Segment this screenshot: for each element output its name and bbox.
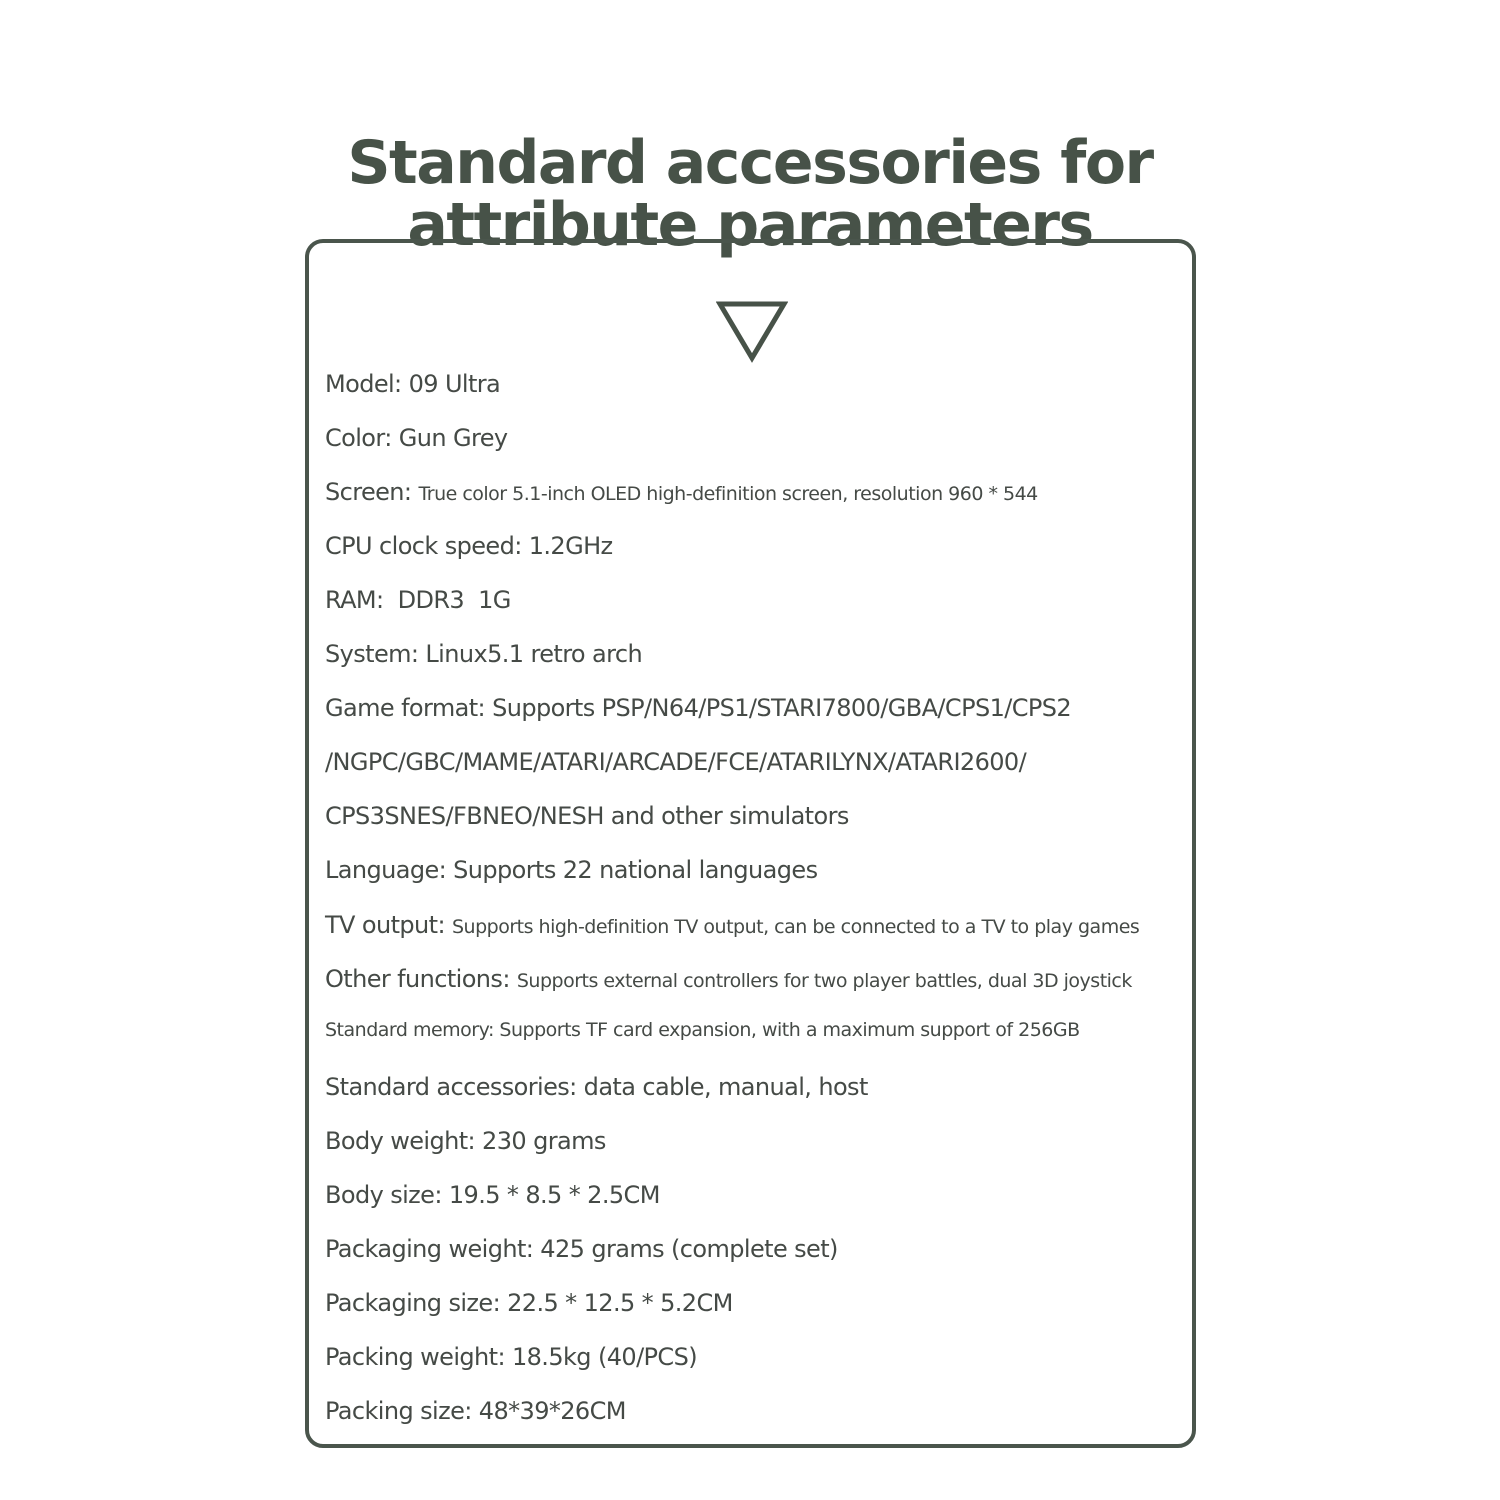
down-triangle-outline-icon xyxy=(716,300,788,364)
spec-language: Language: Supports 22 national languages xyxy=(325,856,818,884)
spec-other-functions xyxy=(325,965,1132,993)
spec-body-size: Body size: 19.5 * 8.5 * 2.5CM xyxy=(325,1181,660,1209)
spec-tv-output xyxy=(325,911,1139,939)
page-title xyxy=(0,128,1500,261)
spec-screen-label: Screen: xyxy=(325,478,419,506)
spec-game-format-line-2: /NGPC/GBC/MAME/ATARI/ARCADE/FCE/ATARILYNX/ATARI2600/ xyxy=(325,748,1027,776)
spec-cpu: CPU clock speed: 1.2GHz xyxy=(325,532,613,560)
spec-screen-value: True color 5.1-inch OLED high-definition screen, resolution 960 * 544 xyxy=(418,483,1038,505)
spec-color: Color: Gun Grey xyxy=(325,424,508,452)
spec-card xyxy=(305,239,1196,1448)
spec-packing-weight: Packing weight: 18.5kg (40/PCS) xyxy=(325,1343,697,1371)
spec-body-weight: Body weight: 230 grams xyxy=(325,1127,606,1155)
spec-other-functions-value: Supports external controllers for two player battles, dual 3D joystick xyxy=(516,970,1132,992)
spec-system: System: Linux5.1 retro arch xyxy=(325,640,643,668)
spec-standard-accessories: Standard accessories: data cable, manual, host xyxy=(325,1073,868,1101)
page-title-line-2: attribute parameters xyxy=(407,190,1093,261)
spec-game-format-line-1: Game format: Supports PSP/N64/PS1/STARI7800/GBA/CPS1/CPS2 xyxy=(325,694,1072,722)
spec-ram: RAM: DDR3 1G xyxy=(325,586,511,614)
spec-standard-memory: Standard memory: Supports TF card expansion, with a maximum support of 256GB xyxy=(325,1019,1080,1041)
spec-other-functions-label: Other functions: xyxy=(325,965,517,993)
spec-model: Model: 09 Ultra xyxy=(325,370,501,398)
spec-tv-output-label: TV output: xyxy=(325,911,452,939)
spec-game-format-line-3: CPS3SNES/FBNEO/NESH and other simulators xyxy=(325,802,849,830)
page-title-line-1: Standard accessories for xyxy=(347,128,1153,199)
spec-packaging-weight: Packaging weight: 425 grams (complete set) xyxy=(325,1235,838,1263)
spec-packing-size: Packing size: 48*39*26CM xyxy=(325,1397,626,1425)
spec-tv-output-value: Supports high-definition TV output, can be connected to a TV to play games xyxy=(451,916,1140,938)
spec-packaging-size: Packaging size: 22.5 * 12.5 * 5.2CM xyxy=(325,1289,733,1317)
spec-screen xyxy=(325,478,1038,506)
